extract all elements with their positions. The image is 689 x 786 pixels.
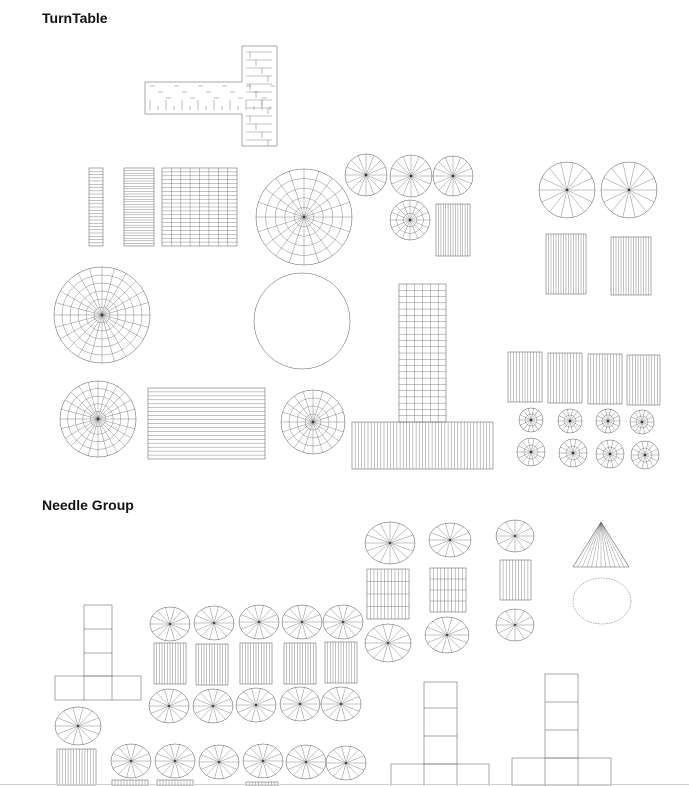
stacked-box-elevation — [391, 682, 489, 786]
radial-segmented-disc-pattern — [199, 745, 239, 779]
radial-segmented-disc-pattern — [596, 409, 620, 433]
ruled-rectangle-pattern — [430, 568, 466, 612]
radial-segmented-disc-pattern — [365, 624, 411, 662]
radial-segmented-disc-pattern — [286, 745, 326, 779]
radial-segmented-disc-pattern — [150, 607, 190, 641]
radial-segmented-disc-pattern — [429, 523, 471, 557]
ruled-rectangle-pattern — [436, 204, 470, 256]
ruled-rectangle-pattern — [89, 168, 103, 246]
radial-segmented-disc-pattern — [345, 154, 387, 196]
ruled-rectangle-pattern — [162, 168, 237, 246]
radial-segmented-disc-pattern — [631, 441, 659, 469]
radial-segmented-disc-pattern — [55, 707, 101, 745]
radial-segmented-disc-pattern — [239, 605, 279, 639]
stepped-maze-part — [145, 46, 277, 146]
ruled-rectangle-pattern — [546, 234, 586, 294]
radial-segmented-disc-pattern — [256, 169, 352, 265]
ruled-rectangle-pattern — [196, 644, 228, 685]
radial-segmented-disc-pattern — [282, 605, 322, 639]
radial-segmented-disc-pattern — [155, 744, 195, 778]
ruled-rectangle-pattern — [325, 642, 357, 683]
section-title-turntable: TurnTable — [42, 10, 108, 26]
page-bottom-edge — [0, 784, 689, 785]
ruled-rectangle-pattern — [508, 352, 542, 402]
ruled-rectangle-pattern — [240, 643, 272, 684]
needle-group-parts — [55, 520, 631, 786]
radial-segmented-disc-pattern — [236, 688, 276, 722]
stacked-box-elevation — [512, 674, 611, 786]
radial-segmented-disc-pattern — [321, 687, 361, 721]
radial-segmented-disc-pattern — [326, 746, 366, 780]
ruled-rectangle-pattern — [500, 560, 531, 600]
ruled-rectangle-pattern — [157, 780, 193, 786]
ruled-rectangle-pattern — [154, 643, 186, 684]
radial-segmented-disc-pattern — [601, 162, 657, 218]
ruled-rectangle-pattern — [124, 168, 154, 246]
stacked-box-elevation — [55, 605, 141, 700]
radial-segmented-disc-pattern — [280, 687, 320, 721]
ruled-rectangle-pattern — [57, 749, 96, 785]
plain-circle-pattern — [254, 273, 350, 369]
section-title-needle-group: Needle Group — [42, 497, 134, 513]
radial-segmented-disc-pattern — [433, 156, 473, 196]
radial-segmented-disc-pattern — [149, 689, 189, 723]
ruled-rectangle-pattern — [148, 388, 265, 459]
radial-segmented-disc-pattern — [323, 605, 363, 639]
ruled-rectangle-pattern — [627, 355, 660, 405]
radial-segmented-disc-pattern — [243, 744, 283, 778]
ruled-rectangle-pattern — [284, 643, 316, 684]
radial-segmented-disc-pattern — [519, 408, 543, 432]
radial-segmented-disc-pattern — [111, 744, 151, 778]
ruled-rectangle-pattern — [367, 569, 409, 619]
radial-segmented-disc-pattern — [425, 617, 469, 653]
plain-circle-pattern — [573, 578, 631, 624]
radial-segmented-disc-pattern — [365, 522, 415, 564]
radial-segmented-disc-pattern — [517, 438, 545, 466]
ruled-rectangle-pattern — [611, 237, 651, 295]
ruled-rectangle-pattern — [112, 780, 148, 786]
radial-segmented-disc-pattern — [496, 520, 534, 552]
ruled-rectangle-pattern — [352, 422, 493, 469]
radial-segmented-disc-pattern — [390, 155, 432, 197]
cone-fan-pattern — [573, 522, 629, 567]
radial-segmented-disc-pattern — [54, 267, 150, 363]
radial-segmented-disc-pattern — [559, 439, 587, 467]
radial-segmented-disc-pattern — [281, 390, 345, 454]
ruled-rectangle-pattern — [399, 284, 446, 422]
turntable-parts — [54, 46, 660, 469]
ruled-rectangle-pattern — [548, 353, 582, 403]
radial-segmented-disc-pattern — [60, 381, 136, 457]
radial-segmented-disc-pattern — [496, 609, 534, 641]
radial-segmented-disc-pattern — [390, 200, 430, 240]
radial-segmented-disc-pattern — [630, 410, 654, 434]
radial-segmented-disc-pattern — [558, 409, 582, 433]
radial-segmented-disc-pattern — [193, 689, 233, 723]
ruled-rectangle-pattern — [588, 354, 622, 404]
radial-segmented-disc-pattern — [539, 162, 595, 218]
radial-segmented-disc-pattern — [194, 606, 234, 640]
radial-segmented-disc-pattern — [596, 440, 624, 468]
